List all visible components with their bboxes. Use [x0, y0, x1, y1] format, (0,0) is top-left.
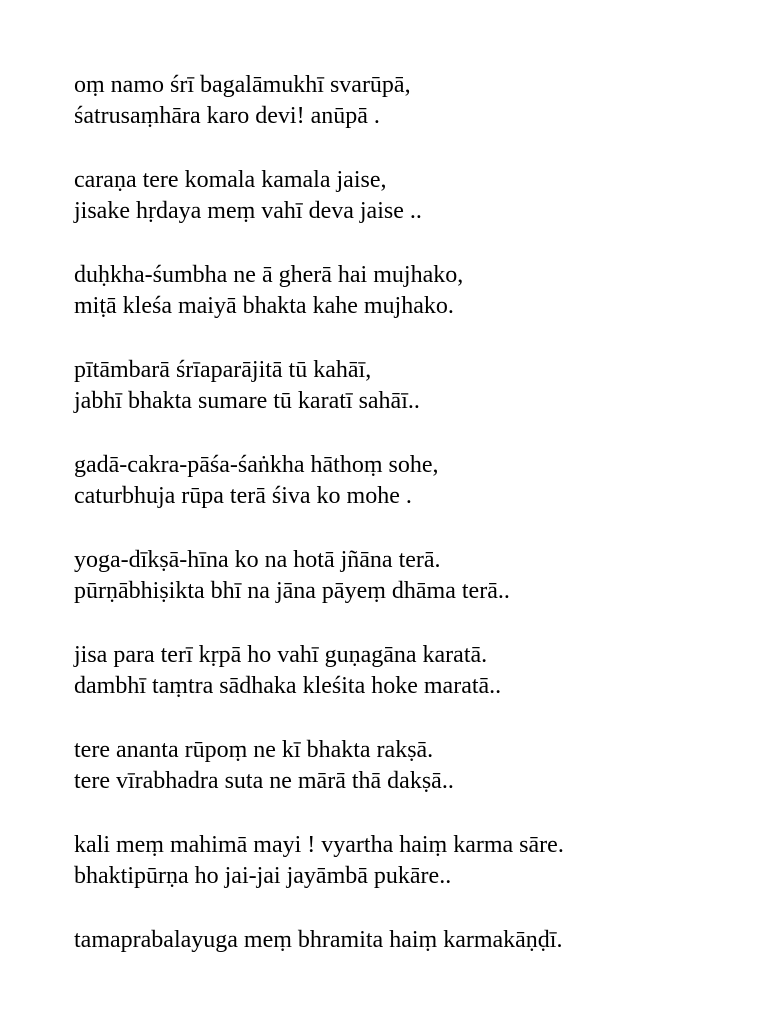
verse-line: kali meṃ mahimā mayi ! vyartha haiṃ karma sāre.: [74, 832, 564, 858]
verse-line: dambhī taṃtra sādhaka kleśita hoke maratā..: [74, 673, 502, 699]
verse-line: śatrusaṃhāra karo devi! anūpā .: [74, 103, 380, 129]
verse-line: tere vīrabhadra suta ne mārā thā dakṣā..: [74, 768, 454, 794]
verse-line: tamaprabalayuga meṃ bhramita haiṃ karmakāṇḍī.: [74, 927, 563, 953]
stanza-3: [74, 260, 754, 322]
verse-line: tere ananta rūpoṃ ne kī bhakta rakṣā.: [74, 737, 434, 763]
hymn-text: [74, 70, 754, 989]
verse-line: oṃ namo śrī bagalāmukhī svarūpā,: [74, 72, 411, 98]
verse-line: pūrṇābhiṣikta bhī na jāna pāyeṃ dhāma terā..: [74, 578, 510, 604]
stanza-6: [74, 545, 754, 607]
stanza-2: [74, 165, 754, 227]
stanza-9: [74, 830, 754, 892]
verse-line: caraṇa tere komala kamala jaise,: [74, 167, 387, 193]
verse-line: gadā-cakra-pāśa-śaṅkha hāthoṃ sohe,: [74, 452, 439, 478]
verse-line: duḥkha-śumbha ne ā gherā hai mujhako,: [74, 262, 464, 288]
stanza-4: [74, 355, 754, 417]
verse-line: miṭā kleśa maiyā bhakta kahe mujhako.: [74, 293, 454, 319]
verse-line: pītāmbarā śrīaparājitā tū kahāī,: [74, 357, 372, 383]
stanza-10: [74, 925, 754, 956]
verse-line: bhaktipūrṇa ho jai-jai jayāmbā pukāre..: [74, 863, 452, 889]
stanza-8: [74, 735, 754, 797]
stanza-7: [74, 640, 754, 702]
verse-line: jabhī bhakta sumare tū karatī sahāī..: [74, 388, 420, 414]
verse-line: caturbhuja rūpa terā śiva ko mohe .: [74, 483, 412, 509]
verse-line: yoga-dīkṣā-hīna ko na hotā jñāna terā.: [74, 547, 441, 573]
verse-line: jisake hṛdaya meṃ vahī deva jaise ..: [74, 198, 422, 224]
stanza-5: [74, 450, 754, 512]
stanza-1: [74, 70, 754, 132]
verse-line: jisa para terī kṛpā ho vahī guṇagāna karatā.: [74, 642, 488, 668]
